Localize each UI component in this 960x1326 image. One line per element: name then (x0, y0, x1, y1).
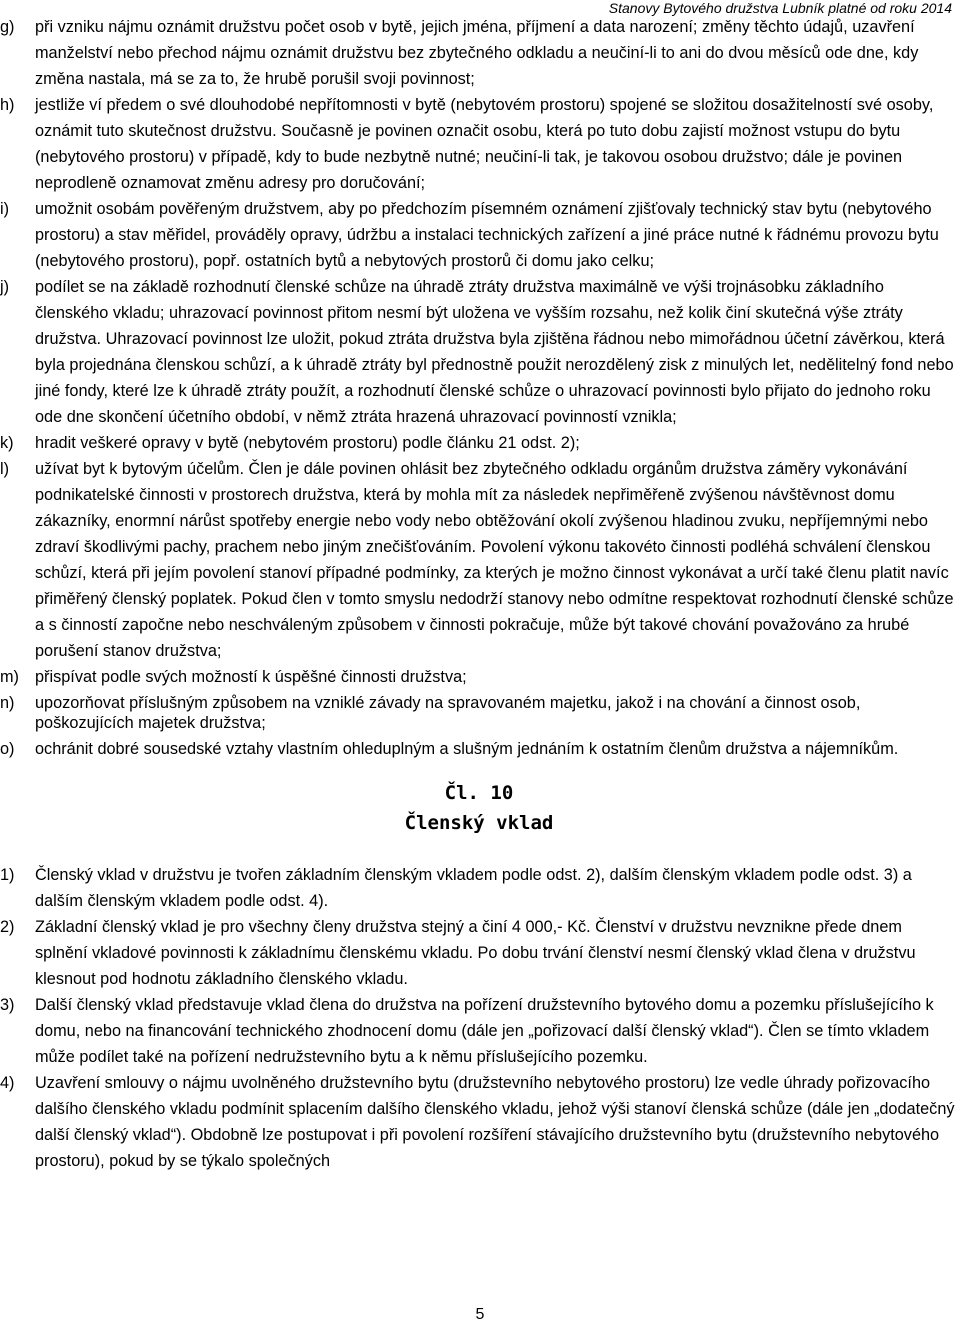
article-heading (0, 778, 958, 838)
list-item-text: hradit veškeré opravy v bytě (nebytovém prostoru) podle článku 21 odst. 2); (35, 434, 580, 452)
page-number: 5 (475, 1306, 485, 1323)
list-item-label: k) (0, 434, 14, 452)
list-item-n (0, 690, 958, 736)
list-item-text: umožnit osobám pověřeným družstvem, aby po předchozím písemném oznámení zjišťovaly technický stav bytu (nebytového prostoru) a stav měřidel, prováděly opravy, údržbu a instalaci technických zařízení a jiné práce nutné k řádnému provozu bytu (nebytového prostoru), popř. ostatních bytů a nebytových prostorů či domu jako celku; (35, 200, 939, 270)
list-item-label: i) (0, 200, 10, 218)
list-item-text: při vzniku nájmu oznámit družstvu počet osob v bytě, jejich jména, příjmení a data narození; změny těchto údajů, uzavření manželství nebo přechod nájmu oznámit družstvu bez zbytečného odkladu a neučiní-li to ani do dvou měsíců ode dne, kdy změna nastala, má se za to, že hrubě porušil svoji povinnost; (35, 18, 919, 88)
list-item-label: o) (0, 740, 15, 758)
list-item-text: užívat byt k bytovým účelům. Člen je dále povinen ohlásit bez zbytečného odkladu orgánům družstva záměry vykonávání podnikatelské činnosti v prostorech družstva, která by mohla mít za následek nepřiměřeně zvýšenou návštěvnost domu zákazníky, enormní nárůst spotřeby energie nebo vody nebo obtěžování okolí zvýšenou hladinou zvuku, nepříjemnými nebo zdraví škodlivými pachy, prachem nebo jiným znečišťováním. Povolení výkonu takovéto činnosti podléhá schválení členskou schůzí, která při jejím povolení stanoví případné podmínky, za kterých je možno činnost vykonávat a určí také členu platit navíc přiměřený členský poplatek. Pokud člen v tomto smyslu nedodrží stanovy nebo odmítne respektovat rozhodnutí členské schůze a s činností započne nebo neschváleným způsobem v činnosti pokračuje, může být takové chování považováno za hrubé porušení stanov družstva; (35, 460, 954, 660)
list-item-label: l) (0, 460, 10, 478)
numbered-item-1 (0, 862, 958, 914)
list-item-label: g) (0, 18, 15, 36)
list-item-k (0, 430, 958, 456)
list-item-label: j) (0, 278, 10, 296)
list-item-text: Členský vklad v družstvu je tvořen základním členským vkladem podle odst. 2), dalším členským vkladem podle odst. 3) a dalším členským vkladem podle odst. 4). (35, 866, 912, 910)
list-item-g (0, 14, 958, 92)
list-item-label: h) (0, 96, 15, 114)
list-item-l (0, 456, 958, 664)
list-item-label: m) (0, 668, 19, 686)
list-item-label: 2) (0, 918, 15, 936)
numbered-item-3 (0, 992, 958, 1070)
list-item-label: n) (0, 694, 15, 712)
article-title: Členský vklad (404, 812, 554, 834)
numbered-item-4 (0, 1070, 958, 1174)
list-item-text: upozorňovat příslušným způsobem na vzniklé závady na spravovaném majetku, jakož i na chování a činnost osob, poškozujících majetek družstva; (35, 694, 861, 732)
list-item-text: Uzavření smlouvy o nájmu uvolněného družstevního bytu (družstevního nebytového prostoru) lze vedle úhrady pořizovacího dalšího členského vkladu podmínit splacením dalšího členského vkladu, jehož výši stanoví členská schůze (dále jen „dodatečný další členský vklad“). Obdobně lze postupovat i při povolení rozšíření stávajícího družstevního bytu (družstevního nebytového prostoru), pokud by se týkalo společných (35, 1074, 955, 1170)
list-item-m (0, 664, 958, 690)
list-item-text: podílet se na základě rozhodnutí členské schůze na úhradě ztráty družstva maximálně ve výši trojnásobku základního členského vkladu; uhrazovací povinnost přitom nesmí být uložena ve vyšším rozsahu, než kolik činí skutečná výše ztráty družstva. Uhrazovací povinnost lze uložit, pokud ztráta družstva byla zjištěna řádnou nebo mimořádnou účetní závěrkou, která byla projednána členskou schůzí, a k úhradě ztráty byl přednostně použit nerozdělený zisk z minulých let, nedělitelný fond nebo jiné fondy, které lze k úhradě ztráty použít, a rozhodnutí členské schůze o uhrazovací povinnosti bylo přijato do jednoho roku ode dne skončení účetního období, v němž ztráta hrazená uhrazovací povinností vznikla; (35, 278, 954, 426)
list-item-i (0, 196, 958, 274)
list-item-j (0, 274, 958, 430)
document-body (0, 14, 958, 1174)
list-item-label: 3) (0, 996, 15, 1014)
article-number: Čl. 10 (444, 782, 514, 804)
list-item-h (0, 92, 958, 196)
page-header: Stanovy Bytového družstva Lubník platné od roku 2014 (608, 0, 952, 16)
list-item-label: 1) (0, 866, 15, 884)
numbered-item-2 (0, 914, 958, 992)
list-item-text: jestliže ví předem o své dlouhodobé nepřítomnosti v bytě (nebytovém prostoru) spojené se složitou dosažitelností své osoby, oznámit tuto skutečnost družstvu. Současně je povinen označit osobu, která po tuto dobu zajistí možnost vstupu do bytu (nebytového prostoru) v případě, kdy to bude nezbytně nutné; neučiní-li tak, je takovou osobou družstvo; dále je povinen neprodleně oznamovat změnu adresy pro doručování; (35, 96, 934, 192)
list-item-text: ochránit dobré sousedské vztahy vlastním ohleduplným a slušným jednáním k ostatním členům družstva a nájemníkům. (35, 740, 899, 758)
list-item-text: přispívat podle svých možností k úspěšné činnosti družstva; (35, 668, 467, 686)
list-item-label: 4) (0, 1074, 15, 1092)
list-item-text: Další členský vklad představuje vklad člena do družstva na pořízení družstevního bytového domu a pozemku příslušejícího k domu, nebo na financování technického zhodnocení domu (dále jen „pořizovací další členský vklad“). Člen se tímto vkladem může podílet také na pořízení nedružstevního bytu a k němu příslušejícího pozemku. (35, 996, 934, 1066)
list-item-text: Základní členský vklad je pro všechny členy družstva stejný a činí 4 000,- Kč. Členství v družstvu nevznikne přede dnem splnění vkladové povinnosti k základnímu členskému vkladu. Po dobu trvání členství nesmí členský vklad člena v družstvu klesnout pod hodnotu základního členského vkladu. (35, 918, 916, 988)
list-item-o (0, 736, 958, 762)
